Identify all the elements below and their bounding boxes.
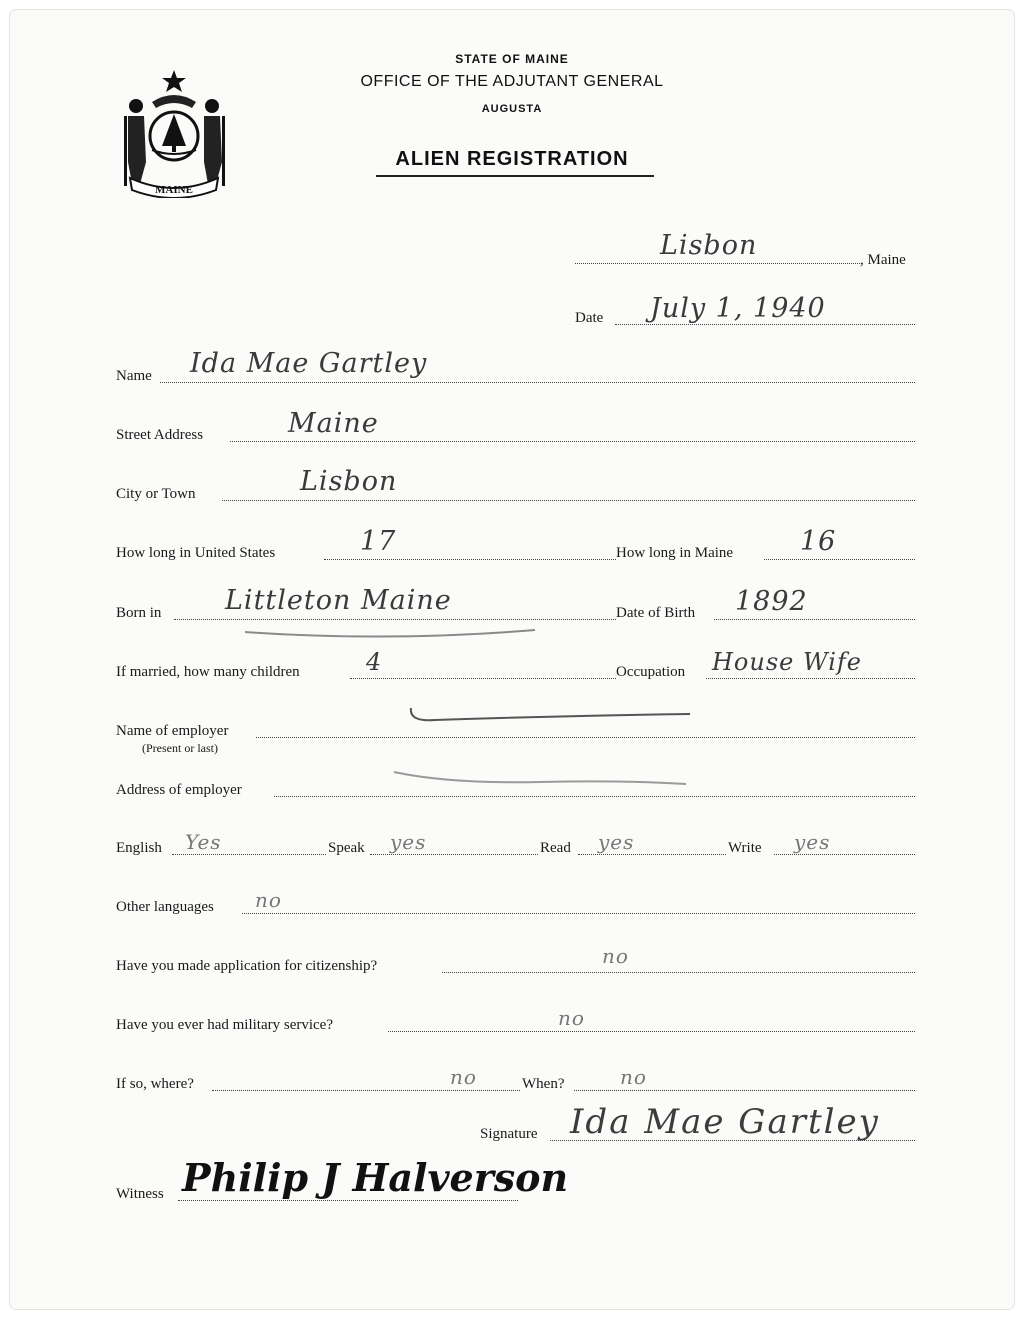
city-line (222, 500, 915, 501)
header-state: STATE OF MAINE (455, 52, 569, 66)
street-line (230, 441, 915, 442)
born-in-value: Littleton Maine (225, 585, 452, 616)
years-maine-value: 16 (800, 526, 837, 557)
occupation-value: House Wife (712, 648, 862, 676)
write-value: yes (794, 830, 831, 854)
when-line (574, 1090, 915, 1091)
street-value: Maine (288, 408, 379, 439)
registration-form-page (10, 10, 1014, 1309)
date-label: Date (575, 310, 604, 326)
employer-label: Name of employer (116, 723, 229, 739)
name-label: Name (116, 368, 152, 384)
title-underline (376, 175, 654, 177)
speak-value: yes (390, 830, 427, 854)
speak-line (370, 854, 538, 855)
occupation-label: Occupation (616, 664, 686, 680)
read-label: Read (540, 840, 571, 856)
born-in-line (174, 619, 616, 620)
write-label: Write (728, 840, 762, 856)
other-languages-line (242, 913, 915, 914)
date-line (615, 324, 915, 325)
dob-value: 1892 (735, 586, 808, 617)
place-line (575, 263, 860, 264)
name-value: Ida Mae Gartley (190, 348, 428, 379)
city-value: Lisbon (300, 466, 398, 497)
when-label: When? (522, 1076, 565, 1092)
years-maine-label: How long in Maine (616, 545, 734, 561)
children-value: 4 (366, 648, 383, 676)
witness-line (178, 1200, 518, 1201)
dob-line (714, 619, 915, 620)
english-line (172, 854, 326, 855)
city-label: City or Town (116, 486, 196, 502)
other-languages-label: Other languages (116, 899, 214, 915)
where-label: If so, where? (116, 1076, 194, 1092)
military-label: Have you ever had military service? (116, 1017, 333, 1033)
place-suffix: , Maine (860, 252, 906, 268)
citizenship-value: no (602, 944, 629, 968)
read-value: yes (598, 830, 635, 854)
seal-banner-text: MAINE (155, 184, 193, 196)
header-city: AUGUSTA (481, 103, 543, 115)
when-value: no (620, 1065, 647, 1089)
speak-label: Speak (328, 840, 365, 856)
years-us-line (324, 559, 616, 560)
dob-label: Date of Birth (616, 605, 696, 621)
citizenship-label: Have you made application for citizenship? (116, 958, 378, 974)
employer-address-label: Address of employer (116, 782, 242, 798)
signature-value: Ida Mae Gartley (570, 1102, 880, 1142)
witness-signature: Philip J Halverson (182, 1155, 569, 1200)
english-value: Yes (185, 830, 222, 854)
other-languages-value: no (255, 888, 282, 912)
street-label: Street Address (116, 427, 204, 443)
years-us-label: How long in United States (116, 545, 276, 561)
employer-dash-stroke (405, 704, 695, 730)
write-line (774, 854, 915, 855)
witness-label: Witness (116, 1186, 164, 1202)
employer-address-dash-stroke (390, 768, 690, 790)
where-value: no (450, 1065, 477, 1089)
military-line (388, 1031, 915, 1032)
where-line (212, 1090, 520, 1091)
years-maine-line (764, 559, 915, 560)
military-value: no (558, 1006, 585, 1030)
employer-sublabel: (Present or last) (142, 741, 218, 755)
citizenship-line (442, 972, 915, 973)
employer-line (256, 737, 915, 738)
children-line (350, 678, 616, 679)
header-office: OFFICE OF THE ADJUTANT GENERAL (360, 73, 664, 90)
occupation-line (706, 678, 915, 679)
read-line (578, 854, 726, 855)
born-in-underline-stroke (240, 622, 540, 642)
form-title: ALIEN REGISTRATION (395, 148, 629, 170)
place-value: Lisbon (660, 230, 758, 261)
employer-address-line (274, 796, 915, 797)
signature-label: Signature (480, 1126, 538, 1142)
english-label: English (116, 840, 162, 856)
name-line (160, 382, 915, 383)
children-label: If married, how many children (116, 664, 300, 680)
date-value: July 1, 1940 (650, 293, 826, 324)
born-in-label: Born in (116, 605, 162, 621)
years-us-value: 17 (360, 526, 397, 557)
